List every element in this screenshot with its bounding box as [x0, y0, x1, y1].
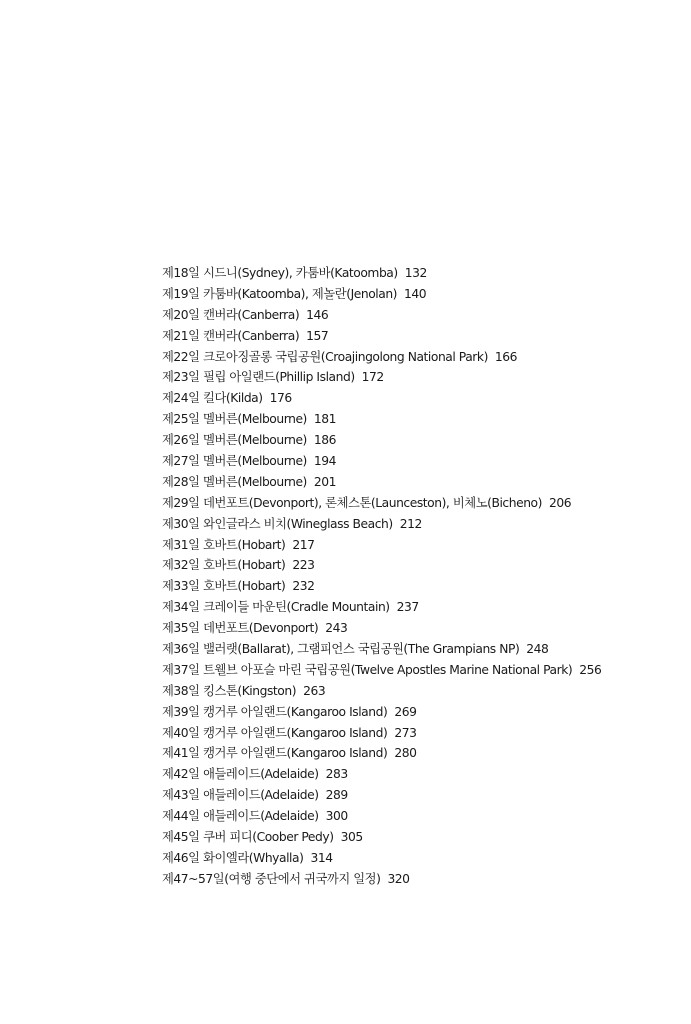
toc-entry-page-number: 283	[325, 767, 348, 782]
toc-entry	[162, 514, 682, 535]
toc-entry	[162, 347, 682, 368]
toc-entry-page-number: 217	[292, 537, 315, 552]
toc-entry	[162, 848, 682, 869]
toc-entry-page-number: 269	[394, 704, 417, 719]
toc-entry-title: 제25일 멜버른(Melbourne)	[162, 412, 307, 427]
toc-entry-title: 제28일 멜버른(Melbourne)	[162, 474, 307, 489]
toc-entry	[162, 869, 682, 890]
toc-entry-page-number: 237	[396, 600, 419, 615]
toc-entry-title: 제39일 캥거루 아일랜드(Kangaroo Island)	[162, 704, 388, 719]
toc-entry-title: 제34일 크레이들 마운틴(Cradle Mountain)	[162, 600, 390, 615]
toc-entry	[162, 263, 682, 284]
toc-entry-title: 제37일 트웰브 아포슬 마린 국립공원(Twelve Apostles Marine National Park)	[162, 662, 573, 677]
toc-entry	[162, 743, 682, 764]
toc-entry-title: 제44일 애들레이드(Adelaide)	[162, 809, 319, 824]
toc-entry-page-number: 176	[269, 391, 292, 406]
toc-entry-title: 제46일 화이엘라(Whyalla)	[162, 850, 304, 865]
toc-entry	[162, 493, 682, 514]
toc-entry	[162, 785, 682, 806]
toc-entry-title: 제19일 카툼바(Katoomba), 제놀란(Jenolan)	[162, 286, 398, 301]
toc-entry	[162, 451, 682, 472]
toc-entry-page-number: 157	[306, 328, 329, 343]
toc-entry	[162, 409, 682, 430]
toc-entry-title: 제47~57일(여행 중단에서 귀국까지 일정)	[162, 871, 381, 886]
toc-entry	[162, 326, 682, 347]
toc-entry	[162, 660, 682, 681]
toc-entry-title: 제32일 호바트(Hobart)	[162, 558, 286, 573]
toc-entry-page-number: 201	[313, 474, 337, 489]
toc-entry-page-number: 280	[394, 746, 417, 761]
toc-entry	[162, 284, 682, 305]
table-of-contents	[162, 263, 682, 890]
toc-entry-title: 제41일 캥거루 아일랜드(Kangaroo Island)	[162, 746, 388, 761]
toc-entry-page-number: 320	[387, 871, 410, 886]
toc-entry-page-number: 223	[292, 558, 315, 573]
toc-entry	[162, 702, 682, 723]
toc-entry-title: 제18일 시드니(Sydney), 카툼바(Katoomba)	[162, 266, 398, 280]
toc-entry-page-number: 289	[325, 788, 348, 803]
toc-entry-page-number: 186	[313, 433, 337, 448]
toc-entry-title: 제29일 데번포트(Devonport), 론체스톤(Launceston), 비체노(Bicheno)	[162, 495, 542, 510]
toc-entry-page-number: 248	[526, 642, 549, 657]
toc-entry-page-number: 140	[404, 286, 427, 301]
toc-entry-page-number: 256	[579, 662, 602, 677]
toc-entry-title: 제26일 멜버른(Melbourne)	[162, 433, 307, 448]
toc-entry	[162, 472, 682, 493]
toc-entry	[162, 618, 682, 639]
toc-entry-page-number: 300	[325, 809, 348, 824]
toc-entry-title: 제31일 호바트(Hobart)	[162, 537, 286, 552]
toc-entry-title: 제33일 호바트(Hobart)	[162, 579, 286, 594]
toc-entry-page-number: 273	[394, 725, 417, 740]
toc-entry	[162, 723, 682, 744]
toc-entry-page-number: 206	[548, 495, 572, 510]
toc-entry-page-number: 172	[361, 370, 384, 385]
toc-entry	[162, 576, 682, 597]
toc-entry-title: 제27일 멜버른(Melbourne)	[162, 454, 307, 469]
toc-entry-title: 제20일 캔버라(Canberra)	[162, 307, 300, 322]
toc-entry	[162, 430, 682, 451]
toc-entry-page-number: 194	[313, 454, 337, 469]
toc-entry-title: 제45일 쿠버 피디(Coober Pedy)	[162, 830, 334, 845]
toc-entry-page-number: 181	[313, 412, 337, 427]
toc-entry-page-number: 263	[303, 683, 326, 698]
toc-entry	[162, 639, 682, 660]
toc-entry	[162, 305, 682, 326]
toc-entry-title: 제42일 애들레이드(Adelaide)	[162, 767, 319, 782]
toc-entry	[162, 806, 682, 827]
toc-entry-title: 제30일 와인글라스 비치(Wineglass Beach)	[162, 516, 393, 531]
toc-entry-page-number: 243	[325, 621, 348, 636]
toc-entry-page-number: 166	[494, 349, 518, 364]
toc-entry	[162, 827, 682, 848]
toc-entry-title: 제21일 캔버라(Canberra)	[162, 328, 300, 343]
toc-entry-title: 제22일 크로아징골롱 국립공원(Croajingolong National Park)	[162, 349, 488, 364]
toc-entry-page-number: 314	[310, 850, 333, 865]
toc-entry-page-number: 132	[404, 266, 427, 280]
toc-entry-title: 제23일 필립 아일랜드(Phillip Island)	[162, 370, 355, 385]
toc-entry-page-number: 305	[340, 830, 363, 845]
toc-entry	[162, 367, 682, 388]
toc-entry	[162, 681, 682, 702]
toc-entry-title: 제38일 킹스톤(Kingston)	[162, 683, 297, 698]
toc-entry	[162, 535, 682, 556]
toc-entry	[162, 764, 682, 785]
toc-entry-title: 제43일 애들레이드(Adelaide)	[162, 788, 319, 803]
toc-entry-title: 제35일 데번포트(Devonport)	[162, 621, 319, 636]
toc-entry	[162, 388, 682, 409]
toc-entry-page-number: 212	[399, 516, 422, 531]
toc-entry-title: 제24일 킬다(Kilda)	[162, 391, 263, 406]
toc-entry-page-number: 146	[306, 307, 329, 322]
toc-entry-page-number: 232	[292, 579, 315, 594]
toc-entry	[162, 597, 682, 618]
toc-entry-title: 제40일 캥거루 아일랜드(Kangaroo Island)	[162, 725, 388, 740]
toc-entry	[162, 555, 682, 576]
toc-entry-title: 제36일 밸러랫(Ballarat), 그램피언스 국립공원(The Grampians NP)	[162, 642, 520, 657]
